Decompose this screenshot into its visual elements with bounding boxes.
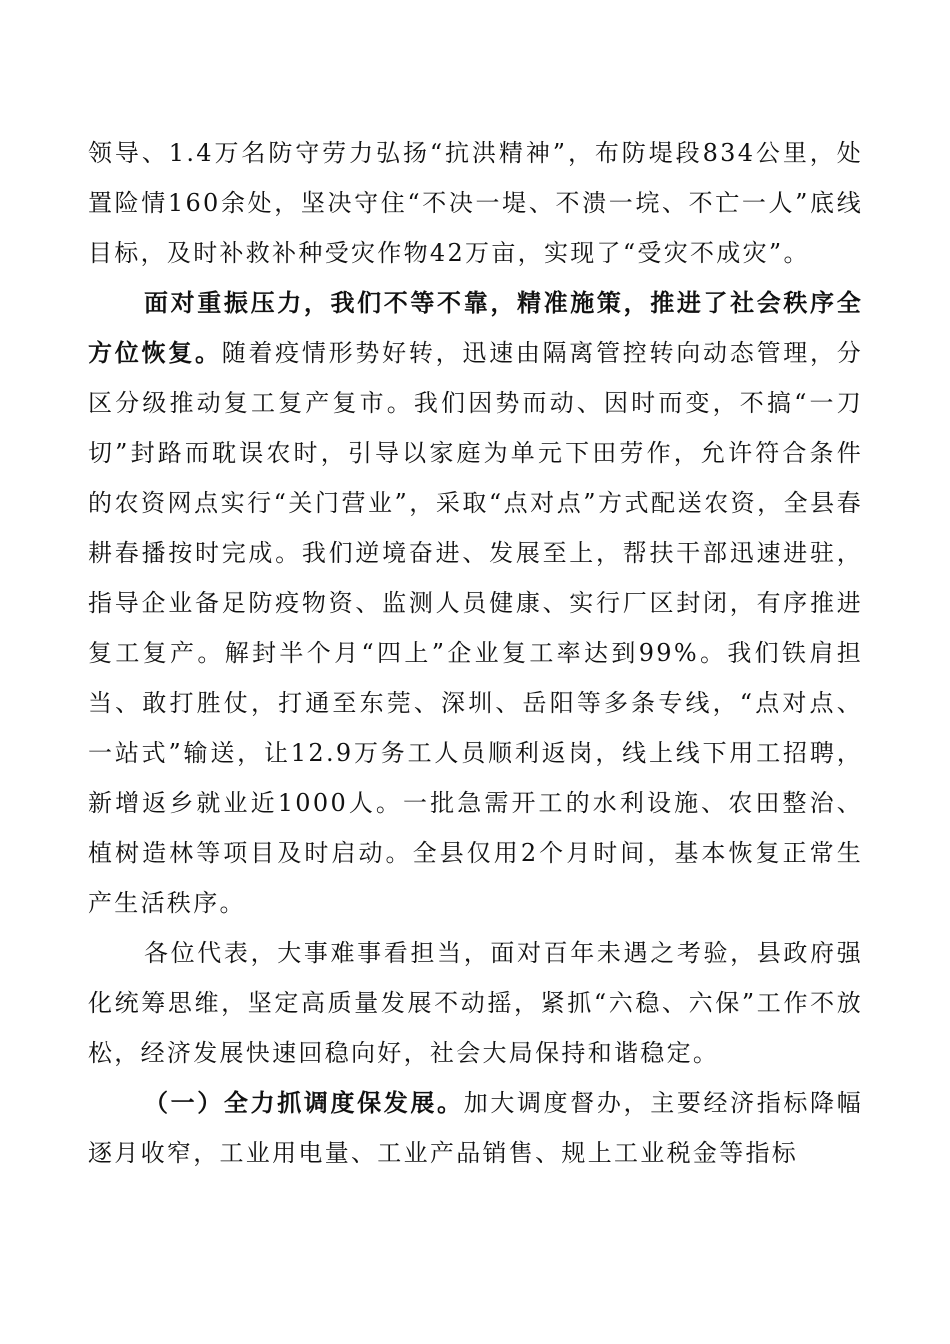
paragraph-3 [88, 928, 863, 1078]
paragraph-4-text: 加大调度督办，主要经济指标降幅逐月收窄，工业用电量、工业产品销售、规上工业税金等指标 [88, 1089, 863, 1167]
paragraph-3-text: 各位代表，大事难事看担当，面对百年未遇之考验，县政府强化统筹思维，坚定高质量发展不动摇，紧抓“六稳、六保”工作不放松，经济发展快速回稳向好，社会大局保持和谐稳定。 [88, 939, 863, 1067]
document-body [88, 128, 863, 1178]
paragraph-2-text: 随着疫情形势好转，迅速由隔离管控转向动态管理，分区分级推动复工复产复市。我们因势而动、因时而变，不搞“一刀切”封路而耽误农时，引导以家庭为单元下田劳作，允许符合条件的农资网点实行“关门营业”，采取“点对点”方式配送农资，全县春耕春播按时完成。我们逆境奋进、发展至上，帮扶干部迅速进驻，指导企业备足防疫物资、监测人员健康、实行厂区封闭，有序推进复工复产。解封半个月“四上”企业复工率达到99%。我们铁肩担当、敢打胜仗，打通至东莞、深圳、岳阳等多条专线，“点对点、一站式”输送，让12.9万务工人员顺利返岗，线上线下用工招聘，新增返乡就业近1000人。一批急需开工的水利设施、农田整治、植树造林等项目及时启动。全县仅用2个月时间，基本恢复正常生产生活秩序。 [88, 339, 864, 917]
paragraph-1-text: 领导、1.4万名防守劳力弘扬“抗洪精神”，布防堤段834公里，处置险情160余处，坚决守住“不决一堤、不溃一垸、不亡一人”底线目标，及时补救补种受灾作物42万亩，实现了“受灾不成灾”。 [88, 139, 863, 267]
paragraph-1 [88, 128, 863, 278]
paragraph-2-heading: 面对重振压力，我们不等不靠，精准施策，推进了社会秩序全方位恢复。 [88, 288, 863, 367]
paragraph-4 [88, 1078, 863, 1178]
paragraph-2 [88, 278, 863, 928]
paragraph-4-heading: （一）全力抓调度保发展。 [144, 1088, 464, 1117]
